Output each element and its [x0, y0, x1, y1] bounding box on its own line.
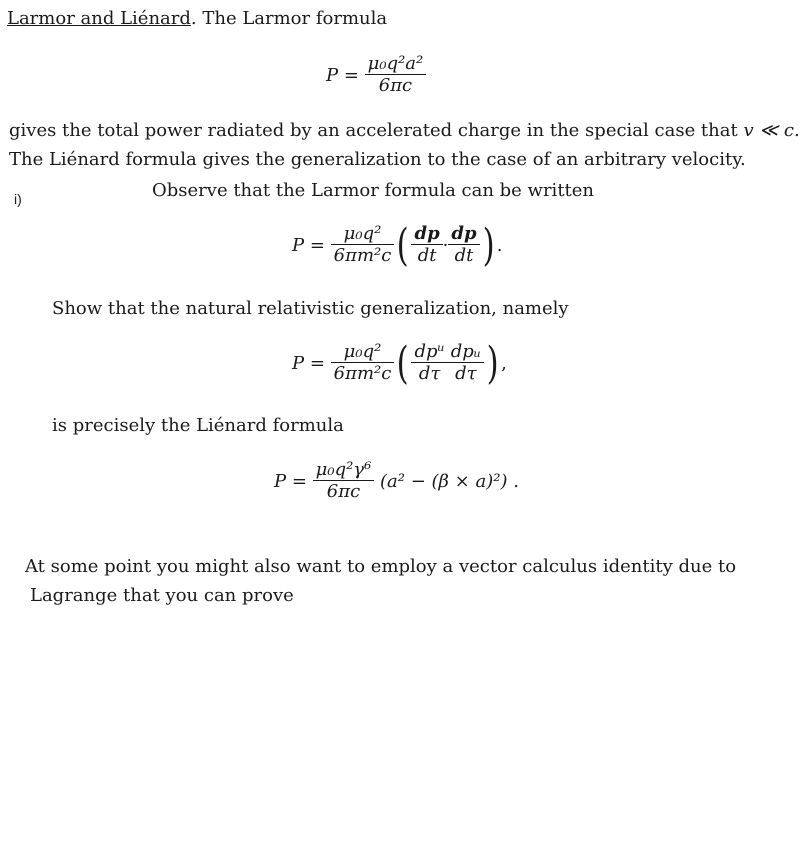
closing-line1: At some point you might also want to employ a vector calculus identity due to [25, 556, 737, 577]
eq2-dot: · [442, 235, 449, 256]
eq2-prefactor [331, 224, 395, 267]
eq3-frac-a [411, 342, 447, 385]
show-text: Show that the natural relativistic generalization, namely [52, 298, 569, 319]
closing-line2: Lagrange that you can prove [30, 585, 294, 606]
eq3-frac-b [448, 342, 484, 385]
eq3-frac-a-num: dpᵘ [411, 342, 447, 363]
eq2-frac-a [411, 224, 442, 267]
eq4-denominator: 6πc [326, 481, 361, 502]
eq2-frac-a-den: dt [417, 245, 437, 266]
eq4-fraction [313, 460, 375, 503]
eq2-numerator: μ₀q² [331, 224, 395, 245]
eq3-open-paren: ( [396, 337, 409, 389]
eq1-lhs: P = [326, 65, 359, 86]
para1-line1 [9, 120, 800, 142]
eq3-end: , [501, 353, 507, 374]
para1-text: gives the total power radiated by an accelerated charge in the special case that [9, 120, 738, 141]
section-heading: Larmor and Liénard [7, 8, 191, 29]
eq4-rhs: (a² − (β × a)²) . [380, 471, 519, 492]
eq3-denominator: 6πm²c [333, 363, 392, 384]
para1-condition: v ≪ c. [743, 120, 800, 141]
precisely-text: is precisely the Liénard formula [52, 415, 344, 436]
eq3-frac-b-den: dτ [455, 363, 477, 384]
eq4-numerator: μ₀q²γ⁶ [313, 460, 375, 481]
eq2-frac-b-den: dt [454, 245, 474, 266]
relativistic-equation [292, 337, 507, 389]
eq2-frac-b-num: dp [448, 224, 479, 245]
eq4-lhs: P = [274, 471, 307, 492]
larmor-equation [326, 54, 426, 97]
eq3-frac-a-den: dτ [418, 363, 441, 384]
eq2-lhs: P = [292, 235, 325, 256]
eq3-lhs: P = [292, 353, 325, 374]
title-line [7, 8, 387, 30]
eq2-frac-a-num: dp [411, 224, 442, 245]
eq2-frac-b [448, 224, 479, 267]
eq2-end: . [496, 235, 503, 256]
eq1-numerator: μ₀q²a² [365, 54, 427, 75]
eq2-close-paren: ) [482, 219, 495, 271]
eq2-denominator: 6πm²c [333, 245, 392, 266]
eq2-open-paren: ( [396, 219, 409, 271]
larmor-momentum-equation [292, 219, 503, 271]
eq3-numerator: μ₀q² [331, 342, 395, 363]
para1-line2: The Liénard formula gives the generalization to the case of an arbitrary velocity. [9, 149, 746, 170]
eq1-denominator: 6πc [378, 75, 413, 96]
lienard-equation [274, 460, 519, 503]
eq3-frac-b-num: dpᵤ [448, 342, 484, 363]
part-intro: Observe that the Larmor formula can be written [152, 180, 595, 201]
part-label: i) [14, 191, 22, 207]
eq3-prefactor [331, 342, 395, 385]
eq3-close-paren: ) [486, 337, 499, 389]
title-after: . The Larmor formula [190, 8, 388, 29]
eq1-fraction [365, 54, 427, 97]
